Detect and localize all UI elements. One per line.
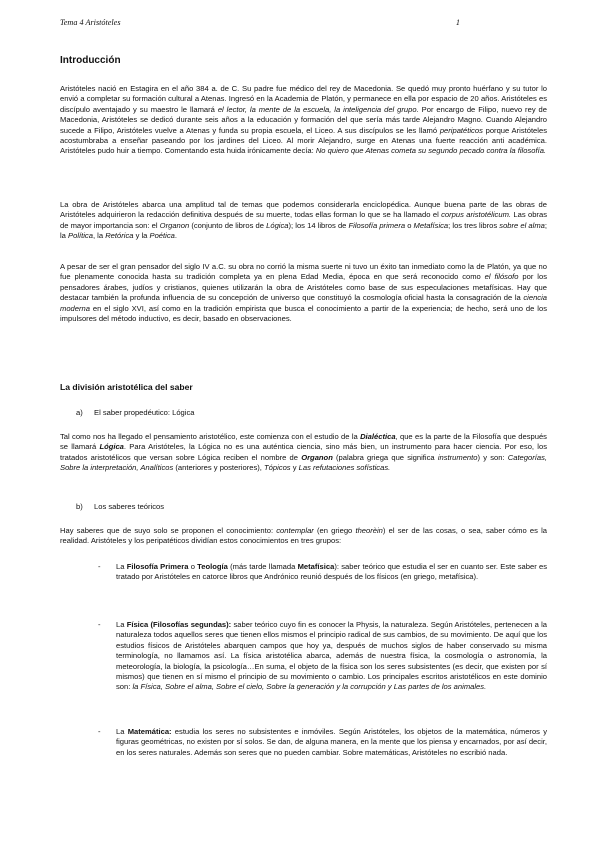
subsection-b-title: Los saberes teóricos	[94, 502, 165, 511]
theoretical-paragraph: Hay saberes que de suyo solo se proponen el conocimiento: contemplar (en griego theorèin) el ser de las cosas, o sea, saber cómo es la realidad. Aristóteles y los peripatéticos dividían estos conocimientos en tres grupos:	[60, 526, 547, 546]
section-title-division: La división aristotélica del saber	[60, 382, 193, 392]
intro-paragraph-1: Aristóteles nació en Estagira en el año 384 a. de C. Su padre fue médico del rey de Macedonia. Se quedó muy pronto huérfano y su tutor lo envió a completar su formación cultural a Atenas. Ingresó en la Academia de Platón, y permanece en ella por espacio de 20 años. Aristóteles es discípulo aventajado y su maestro le llamará el lector, la mente de la escuela, la inteligencia del grupo. Por encargo de Filipo, nuevo rey de Macedonia, Aristóteles se dedicó durante seis años a la educación y formación del que sería más tarde Alejandro Magno. Cuando Alejandro sucede a Filipo, Aristóteles vuelve a Atenas y funda su propia escuela, el Liceo. A sus discípulos se les llamó peripatéticos porque Aristóteles acostumbraba a enseñar paseando por los jardines del Liceo. Al morir Alejandro, surge en Atenas una fuerte reacción anti académica. Aristóteles pudo huir a tiempo. Comentando esta huida irónicamente decía: No quiero que Atenas cometa su segundo pecado contra la filosofía.	[60, 84, 548, 156]
page-number: 1	[455, 18, 460, 27]
logic-paragraph: Tal como nos ha llegado el pensamiento aristotélico, este comienza con el estudio de la Dialéctica, que es la parte de la Filosofía que después se llamará Lógica. Para Aristóteles, la Lógica no es una auténtica ciencia, sino más bien, un instrumento para hacer ciencia. Por eso, los tratados aristotélicos que versan sobre Lógica reciben el nombre de Organon (palabra griega que significa instrumento) y son: Categorías, Sobre la interpretación, Analíticos (anteriores y posteriores), Tópicos y Las refutaciones sofísticas.	[60, 432, 547, 473]
intro-paragraph-2: La obra de Aristóteles abarca una amplitud tal de temas que podemos considerarla enciclopédica. Aunque buena parte de las obras de Aristóteles adquirieron la redacción definitiva después de su muerte, todas ellas forman lo que se ha llamado el corpus aristotélicum. Las obras de mayor importancia son: el Organon (conjunto de libros de Lógica); los 14 libros de Filosofía primera o Metafísica; los tres libros sobre el alma; la Política, la Retórica y la Poética.	[60, 200, 547, 241]
section-title-introduccion: Introducción	[60, 55, 121, 66]
intro-paragraph-3: A pesar de ser el gran pensador del siglo IV a.C. su obra no corrió la misma suerte ni tuvo un éxito tan inmediato como la de Platón, ya que no fue plenamente conocida hasta su tradición completa ya en plena Edad Media, época en que será reconocido como el filósofo por los pensadores árabes, judíos y cristianos, quienes utilizarán la obra de Aristóteles como base de sus especulaciones metafísicas. Hay que destacar también la profunda influencia de su concepción de universo que constituyó la cosmología oficial hasta la consagración de la ciencia moderna en el siglo XVI, así como en la tradición empirista que busca el conocimiento a partir de la experiencia; de hecho, será uno de los impulsores del método inductivo, es decir, basado en observaciones.	[60, 262, 547, 324]
subsection-a-title: El saber propedéutico: Lógica	[94, 408, 195, 417]
list-item: - La Física (Filosofías segundas): saber teórico cuyo fin es conocer la Physis, la naturaleza. Según Aristóteles, pertenecen a la naturaleza todos aquellos seres que tienen ellos mismos el principio radical de sus cambios, de su movimiento. De aquí que los estudios físicos de Aristóteles abarquen campos que hoy ya, después de muchos siglos de haber conservado su misma terminología, no llamamos así. La física aristotélica abarca, además de nuestra física, la cosmología o astronomía, la meteorología, la biología, la psicología…En suma, el objeto de la física son los seres subsistentes (es decir, que existen por sí mismos) que tienen en sí mismo el principio de su movimiento o cambio. Los principales escritos aristotélicos en este dominio son: la Física, Sobre el alma, Sobre el cielo, Sobre la generación y la corrupción y Las partes de los animales.	[98, 620, 547, 692]
header-title: Tema 4 Aristóteles	[60, 18, 121, 27]
subsection-b-label: b)	[76, 502, 83, 511]
subsection-b	[76, 502, 164, 512]
list-item: - La Matemática: estudia los seres no subsistentes e inmóviles. Según Aristóteles, los objetos de la matemática, números y figuras geométricas, no existen por sí solos. Se dan, de alguna manera, en la mente que los piensa y encarnados, por así decir, en los seres naturales. Además son seres que no pueden cambiar. Sobre matemáticas, Aristóteles no escribió nada.	[98, 727, 548, 757]
subsection-a-label: a)	[76, 408, 83, 417]
running-header	[60, 18, 540, 28]
list-item: - La Filosofía Primera o Teología (más tarde llamada Metafísica): saber teórico que estudia el ser en cuanto ser. Este saber es tratado por Aristóteles en catorce libros que Andrónico reunió después de los físicos (en griego, metafísica).	[98, 562, 547, 582]
subsection-a	[76, 408, 194, 418]
